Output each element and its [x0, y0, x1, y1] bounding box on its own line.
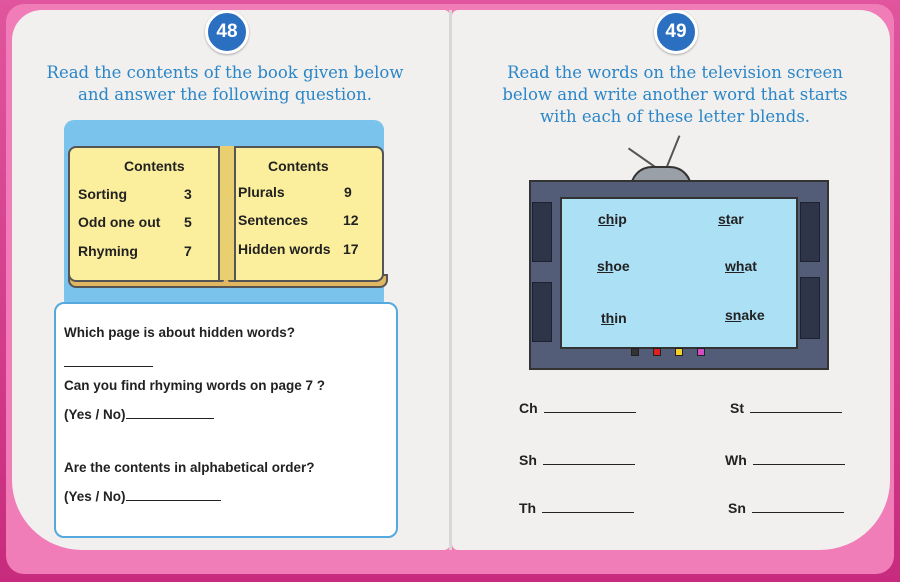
blend-row: [519, 398, 636, 416]
tv-word-blend: th: [601, 310, 615, 326]
blend-label: Sn: [728, 500, 746, 516]
tv-word-blend: ch: [598, 211, 615, 227]
tv-speaker-right-bottom: [800, 277, 820, 339]
blend-row: [730, 398, 842, 416]
contents-book: [68, 146, 384, 286]
tv-word-star: [718, 211, 744, 227]
tv-screen: [560, 197, 798, 349]
tv-indicator-light: [631, 348, 639, 356]
tv-word-thin: [601, 310, 627, 326]
answer-3-line[interactable]: [126, 486, 221, 501]
blend-row: [519, 498, 634, 516]
tv-speaker-left-bottom: [532, 282, 552, 342]
book-spine: [449, 10, 452, 550]
tv-word-snake: [725, 307, 765, 323]
contents-entry-page: 17: [343, 241, 359, 257]
tv-word-rest: oe: [613, 258, 630, 274]
question-2: Can you find rhyming words on page 7 ?: [64, 378, 326, 393]
tv-word-what: [725, 258, 757, 274]
tv-word-blend: sh: [597, 258, 614, 274]
contents-entry-title: Hidden words: [238, 241, 331, 257]
page-number-left: 48: [205, 10, 249, 54]
tv-word-rest: at: [744, 258, 757, 274]
book-gutter: [218, 146, 236, 280]
right-instruction-line-3: with each of these letter blends.: [539, 107, 811, 126]
tv-word-shoe: [597, 258, 630, 274]
tv-word-blend: wh: [725, 258, 745, 274]
right-instruction-line-2: below and write another word that starts: [502, 85, 848, 104]
tv-word-rest: ar: [730, 211, 744, 227]
tv-word-blend: st: [718, 211, 731, 227]
tv-indicator-light: [653, 348, 661, 356]
blend-answer-line[interactable]: [750, 398, 842, 413]
blend-answer-line[interactable]: [544, 398, 636, 413]
blend-answer-line[interactable]: [542, 498, 634, 513]
question-1: Which page is about hidden words?: [64, 325, 296, 340]
tv-word-rest: ip: [614, 211, 627, 227]
tv-word-rest: ake: [741, 307, 765, 323]
contents-entry-title: Odd one out: [78, 214, 161, 230]
tv-word-chip: [598, 211, 627, 227]
tv-indicator-light: [675, 348, 683, 356]
contents-entry-page: 5: [184, 214, 192, 230]
left-instruction-line-2: and answer the following question.: [78, 85, 372, 104]
answer-2-row: [64, 404, 214, 422]
blend-answer-line[interactable]: [753, 450, 845, 465]
contents-entry-title: Sentences: [238, 212, 309, 228]
blend-label: St: [730, 400, 744, 416]
contents-entry-title: Plurals: [238, 184, 285, 200]
blend-row: [519, 450, 635, 468]
blend-label: Ch: [519, 400, 538, 416]
question-3: Are the contents in alphabetical order?: [64, 460, 315, 475]
contents-heading-left: Contents: [124, 158, 185, 174]
tv-speaker-right-top: [800, 202, 820, 262]
blend-row: [725, 450, 845, 468]
blend-label: Th: [519, 500, 537, 516]
contents-heading-right: Contents: [268, 158, 329, 174]
tv-indicator-light: [697, 348, 705, 356]
right-instruction-line-1: Read the words on the television screen: [507, 63, 843, 82]
answer-3-row: [64, 486, 221, 504]
page-number-right: 49: [654, 10, 698, 54]
answer-2-line[interactable]: [126, 404, 214, 419]
contents-entry-title: Rhyming: [78, 243, 138, 259]
right-instruction: [475, 62, 875, 128]
blend-label: Wh: [725, 452, 747, 468]
question-2-options: (Yes / No): [64, 407, 126, 422]
blend-row: [728, 498, 844, 516]
contents-entry-page: 7: [184, 243, 192, 259]
blend-answer-line[interactable]: [543, 450, 635, 465]
contents-entry-page: 9: [344, 184, 352, 200]
blend-label: Sh: [519, 452, 537, 468]
left-instruction-line-1: Read the contents of the book given below: [46, 63, 404, 82]
left-instruction: [30, 62, 420, 106]
blend-answer-line[interactable]: [752, 498, 844, 513]
tv-speaker-left-top: [532, 202, 552, 262]
contents-entry-title: Sorting: [78, 186, 127, 202]
contents-entry-page: 12: [343, 212, 359, 228]
answer-1-line[interactable]: [64, 352, 153, 370]
contents-entry-page: 3: [184, 186, 192, 202]
tv-word-blend: sn: [725, 307, 742, 323]
question-3-options: (Yes / No): [64, 489, 126, 504]
tv-word-rest: in: [614, 310, 627, 326]
